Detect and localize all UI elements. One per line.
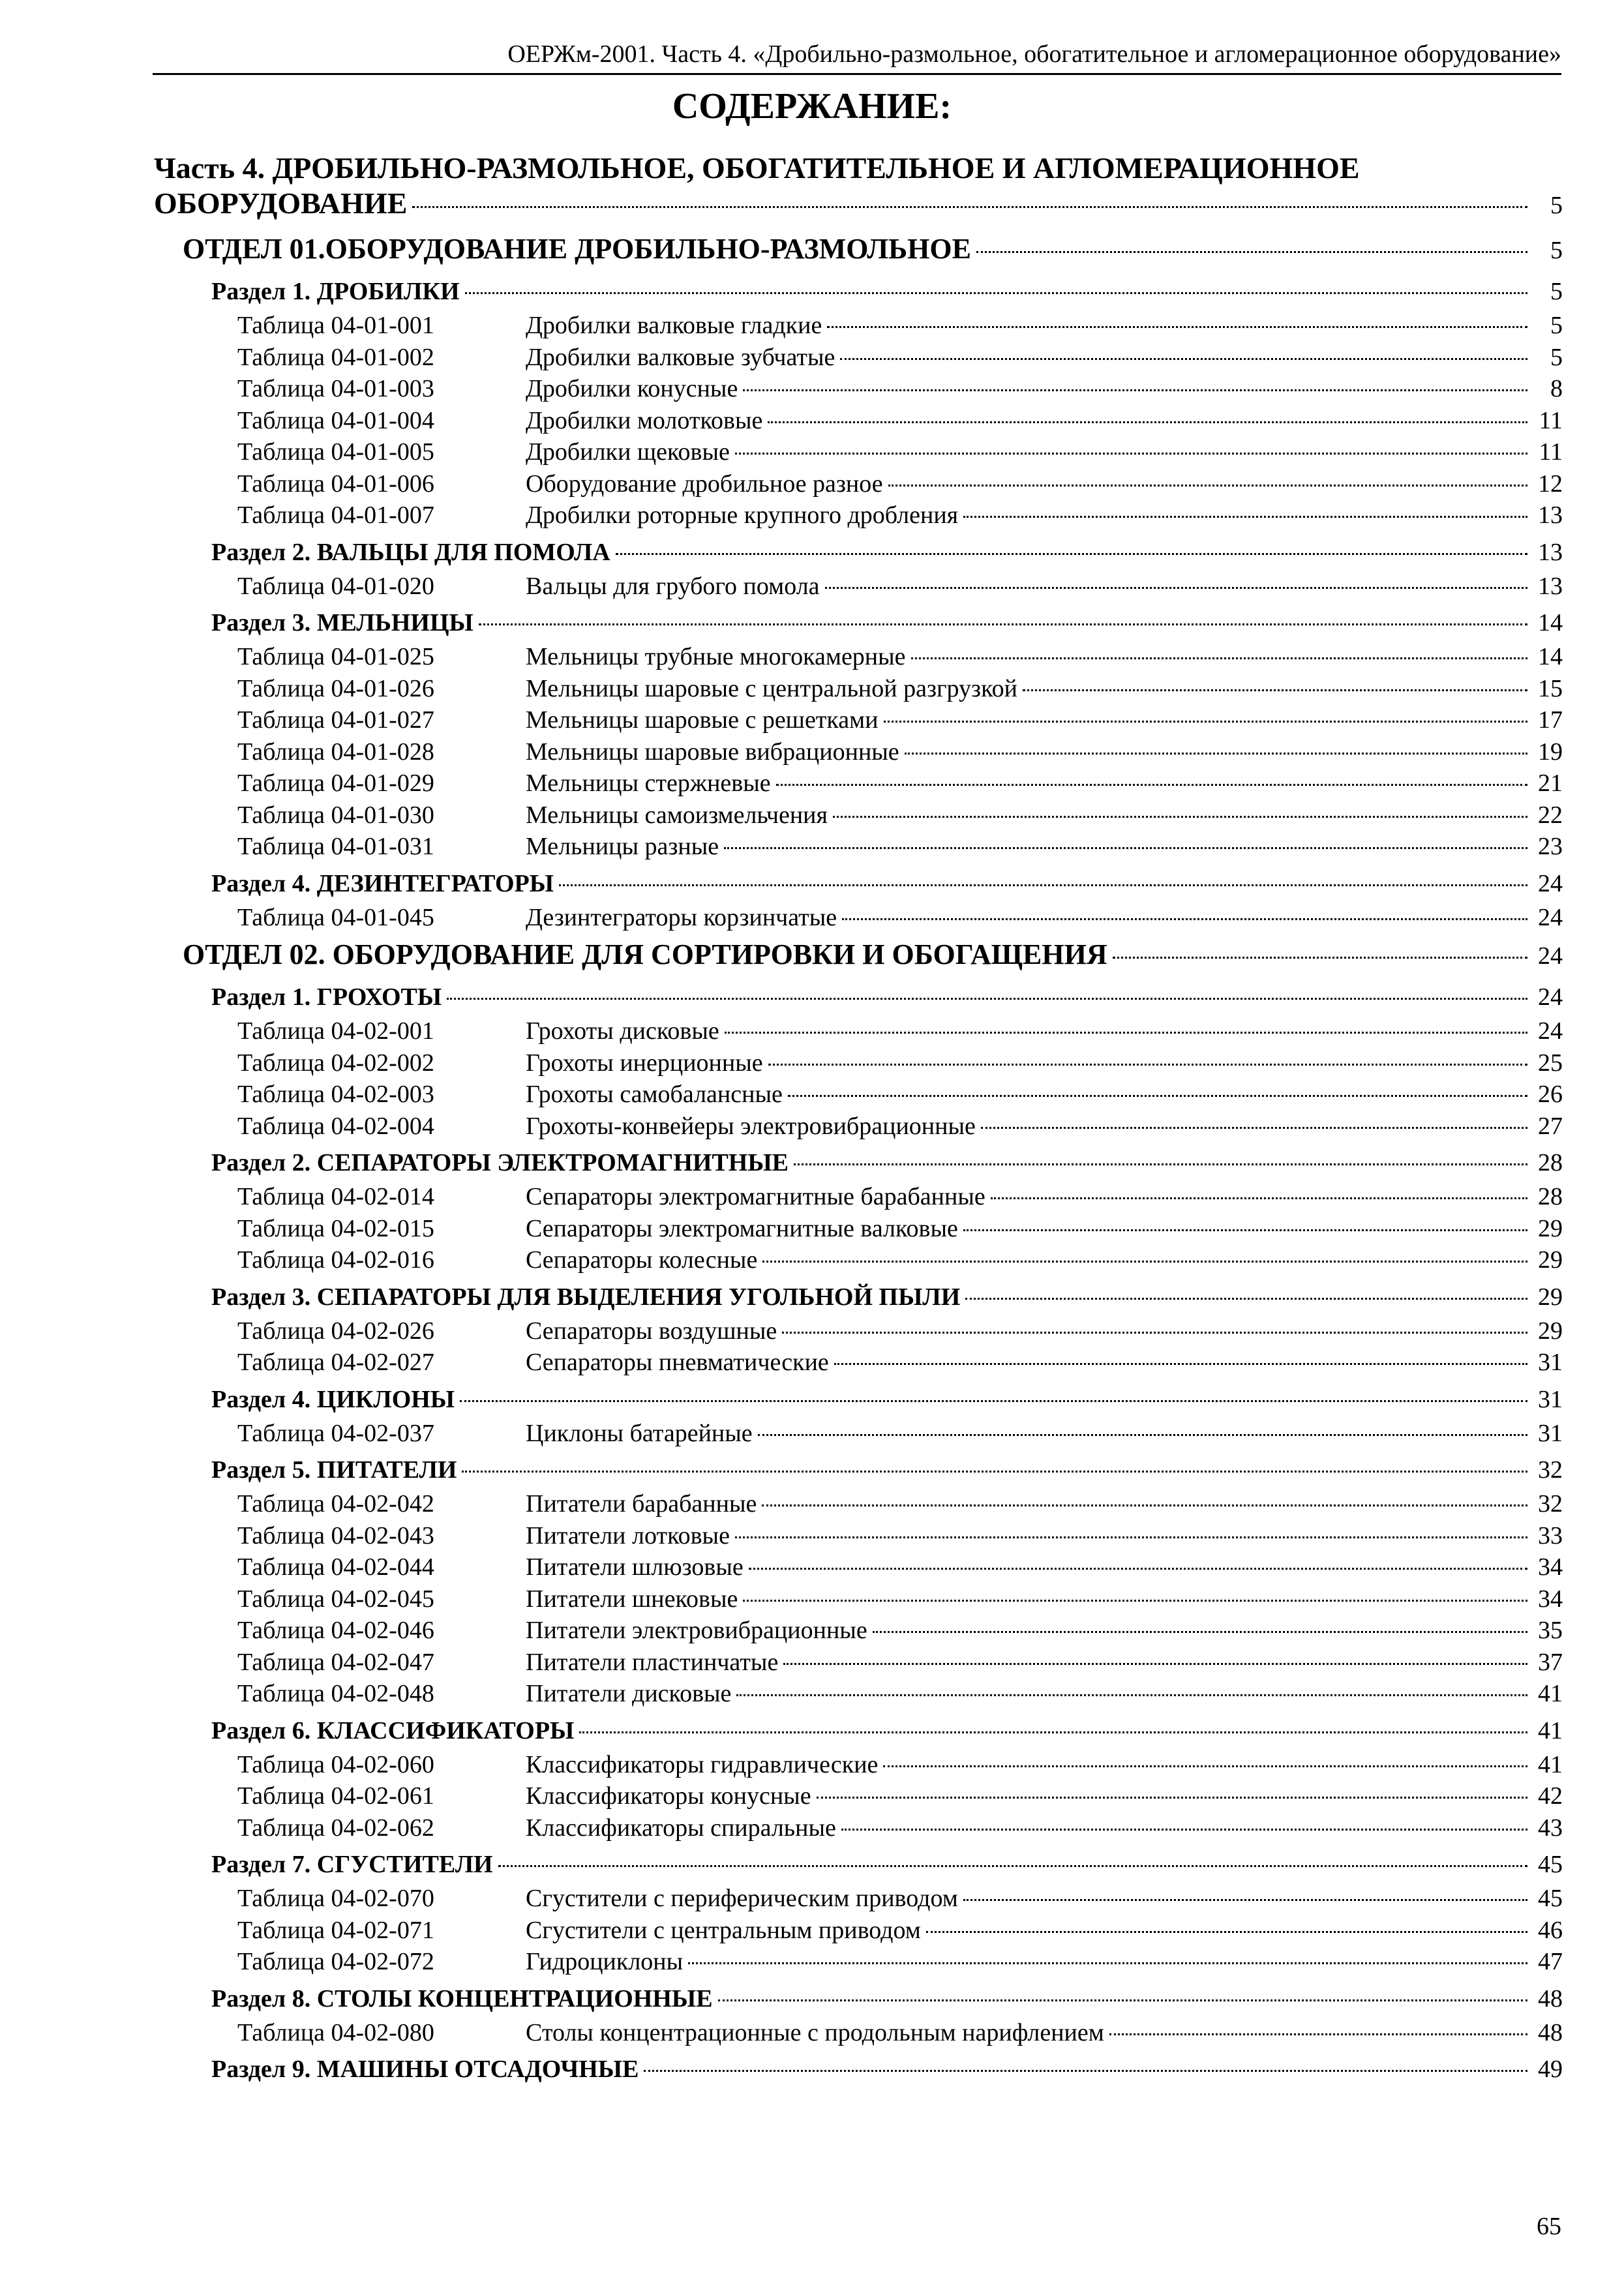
table-code: Таблица 04-01-005 <box>237 438 434 466</box>
table-code: Таблица 04-01-003 <box>237 375 434 402</box>
toc-part-entry-line2[interactable] <box>154 185 1563 224</box>
toc-table-entry[interactable] <box>154 310 1563 342</box>
toc-page-number: 45 <box>1538 1885 1563 1912</box>
toc-entry-title: Мельницы шаровые с решетками <box>526 706 879 734</box>
toc-page-number: 21 <box>1538 770 1563 797</box>
table-code: Таблица 04-01-027 <box>237 706 434 734</box>
toc-entry-title: Дробилки роторные крупного дробления <box>526 501 959 529</box>
toc-entry-title: Раздел 4. ЦИКЛОНЫ <box>211 1385 455 1413</box>
toc-page-number: 25 <box>1538 1049 1563 1077</box>
toc-entry-title: Раздел 2. ВАЛЬЦЫ ДЛЯ ПОМОЛА <box>211 538 610 566</box>
toc-page-number: 12 <box>1538 470 1563 498</box>
toc-page-number: 8 <box>1550 375 1563 402</box>
toc-entry-title: Питатели барабанные <box>526 1490 757 1518</box>
toc-table-entry[interactable] <box>154 1583 1563 1615</box>
toc-entry-title: Раздел 4. ДЕЗИНТЕГРАТОРЫ <box>211 869 554 897</box>
page-number: 65 <box>1537 2213 1561 2240</box>
toc-table-entry[interactable] <box>154 1520 1563 1552</box>
toc-page-number: 49 <box>1538 2056 1563 2083</box>
toc-entry-title: Мельницы шаровые с центральной разгрузкой <box>526 674 1017 702</box>
toc-page-number: 13 <box>1538 572 1563 600</box>
toc-entry-title: Раздел 1. ДРОБИЛКИ <box>211 278 460 305</box>
toc-page-number: 23 <box>1538 833 1563 860</box>
toc-page-number: 41 <box>1538 1680 1563 1707</box>
table-code: Таблица 04-02-004 <box>237 1112 434 1140</box>
toc-entry-title: Дробилки щековые <box>526 438 730 466</box>
dot-leader <box>736 1694 1527 1696</box>
toc-page-number: 11 <box>1539 406 1563 434</box>
toc-part-title-line2: ОБОРУДОВАНИЕ <box>154 187 408 220</box>
toc-table-entry[interactable] <box>154 1244 1563 1276</box>
toc-entry-title: Мельницы шаровые вибрационные <box>526 738 899 766</box>
dot-leader <box>616 553 1527 555</box>
table-code: Таблица 04-02-070 <box>237 1885 434 1912</box>
toc-table-entry[interactable] <box>154 641 1563 673</box>
toc-page-number: 34 <box>1538 1553 1563 1581</box>
dot-leader <box>644 2070 1527 2072</box>
dot-leader <box>883 1765 1527 1767</box>
dot-leader <box>776 784 1527 786</box>
table-code: Таблица 04-01-020 <box>237 572 434 600</box>
table-code: Таблица 04-02-001 <box>237 1017 434 1045</box>
dot-leader <box>498 1865 1527 1867</box>
toc-table-entry[interactable] <box>154 704 1563 736</box>
page-title: СОДЕРЖАНИЕ: <box>672 86 952 127</box>
table-code: Таблица 04-02-002 <box>237 1049 434 1077</box>
table-code: Таблица 04-01-025 <box>237 643 434 670</box>
dot-leader <box>911 657 1527 659</box>
toc-section-entry[interactable] <box>154 979 1563 1015</box>
dot-leader <box>833 816 1527 818</box>
table-of-contents <box>154 151 1563 2087</box>
table-code: Таблица 04-01-030 <box>237 801 434 829</box>
toc-entry-title: Сепараторы электромагнитные барабанные <box>526 1183 985 1210</box>
table-code: Таблица 04-02-080 <box>237 2018 434 2046</box>
toc-table-entry[interactable] <box>154 1749 1563 1781</box>
dot-leader <box>926 1931 1527 1933</box>
table-code: Таблица 04-02-043 <box>237 1521 434 1549</box>
toc-entry-title: Раздел 8. СТОЛЫ КОНЦЕНТРАЦИОННЫЕ <box>211 1984 713 2012</box>
toc-table-entry[interactable] <box>154 405 1563 437</box>
table-code: Таблица 04-02-045 <box>237 1585 434 1613</box>
dot-leader <box>976 251 1527 253</box>
toc-page-number: 31 <box>1538 1349 1563 1376</box>
toc-entry-title: Раздел 3. СЕПАРАТОРЫ ДЛЯ ВЫДЕЛЕНИЯ УГОЛЬНОЙ ПЫЛИ <box>211 1283 961 1311</box>
toc-page-number: 34 <box>1538 1585 1563 1613</box>
dot-leader <box>827 326 1527 328</box>
toc-page-number: 32 <box>1538 1456 1563 1484</box>
toc-entry-title: Раздел 9. МАШИНЫ ОТСАДОЧНЫЕ <box>211 2056 639 2083</box>
toc-entry-title: ОТДЕЛ 01.ОБОРУДОВАНИЕ ДРОБИЛЬНО-РАЗМОЛЬНОЕ <box>183 233 971 265</box>
table-code: Таблица 04-02-061 <box>237 1782 434 1810</box>
dot-leader <box>479 623 1527 625</box>
table-code: Таблица 04-01-029 <box>237 770 434 797</box>
dot-leader <box>888 485 1527 486</box>
dot-leader <box>817 1797 1527 1799</box>
toc-table-entry[interactable] <box>154 902 1563 934</box>
toc-page-number: 24 <box>1538 983 1563 1011</box>
toc-department-entry[interactable] <box>154 229 1563 271</box>
table-code: Таблица 04-01-031 <box>237 833 434 860</box>
toc-page-number: 14 <box>1538 609 1563 636</box>
toc-section-entry[interactable] <box>154 1381 1563 1418</box>
toc-page-number: 14 <box>1538 643 1563 670</box>
toc-entry-title: Сепараторы воздушные <box>526 1317 777 1345</box>
table-code: Таблица 04-02-062 <box>237 1814 434 1842</box>
toc-entry-title: Мельницы трубные многокамерные <box>526 643 906 670</box>
toc-entry-title: Сгустители с центральным приводом <box>526 1916 921 1944</box>
table-code: Таблица 04-02-037 <box>237 1419 434 1447</box>
dot-leader <box>762 1504 1527 1506</box>
toc-table-entry[interactable] <box>154 1678 1563 1710</box>
table-code: Таблица 04-02-046 <box>237 1617 434 1644</box>
dot-leader <box>724 847 1527 849</box>
dot-leader <box>963 1229 1527 1231</box>
toc-section-entry[interactable] <box>154 1144 1563 1181</box>
table-code: Таблица 04-01-001 <box>237 312 434 339</box>
toc-page-number: 37 <box>1538 1648 1563 1676</box>
table-code: Таблица 04-01-004 <box>237 406 434 434</box>
table-code: Таблица 04-01-007 <box>237 501 434 529</box>
toc-page-number: 32 <box>1538 1490 1563 1518</box>
toc-table-entry[interactable] <box>154 1915 1563 1947</box>
dot-leader <box>465 292 1527 294</box>
dot-leader <box>840 358 1527 360</box>
toc-entry-title: Мельницы стержневые <box>526 770 771 797</box>
table-code: Таблица 04-02-003 <box>237 1081 434 1108</box>
toc-page-number: 43 <box>1538 1814 1563 1842</box>
toc-entry-title: Раздел 3. МЕЛЬНИЦЫ <box>211 609 474 636</box>
toc-page-number: 27 <box>1538 1112 1563 1140</box>
toc-entry-title: Питатели шлюзовые <box>526 1553 744 1581</box>
dot-leader <box>725 1032 1527 1034</box>
toc-page-number: 47 <box>1538 1948 1563 1975</box>
dot-leader <box>963 1899 1527 1901</box>
toc-page-number: 41 <box>1538 1750 1563 1778</box>
dot-leader <box>462 1471 1527 1473</box>
toc-table-entry[interactable] <box>154 1181 1563 1213</box>
dot-leader <box>559 884 1527 886</box>
table-code: Таблица 04-02-027 <box>237 1349 434 1376</box>
dot-leader <box>991 1197 1527 1199</box>
toc-entry-title: Раздел 5. ПИТАТЕЛИ <box>211 1456 457 1484</box>
toc-entry-title: Дезинтеграторы корзинчатые <box>526 903 837 931</box>
toc-table-entry[interactable] <box>154 571 1563 603</box>
toc-page-number: 31 <box>1538 1419 1563 1447</box>
toc-page-number: 26 <box>1538 1081 1563 1108</box>
dot-leader <box>1023 689 1527 691</box>
toc-entry-title: Грохоты-конвейеры электровибрационные <box>526 1112 976 1140</box>
toc-page-number: 24 <box>1538 1017 1563 1045</box>
dot-leader <box>981 1127 1527 1129</box>
toc-entry-title: Циклоны батарейные <box>526 1419 753 1447</box>
toc-page-number: 13 <box>1538 501 1563 529</box>
toc-section-entry[interactable] <box>154 2051 1563 2087</box>
toc-table-entry[interactable] <box>154 1946 1563 1978</box>
dot-leader <box>749 1568 1527 1570</box>
toc-part-entry[interactable] <box>154 151 1563 185</box>
toc-entry-title: Питатели лотковые <box>526 1521 730 1549</box>
toc-section-entry[interactable] <box>154 865 1563 902</box>
toc-section-entry[interactable] <box>154 1713 1563 1749</box>
toc-table-entry[interactable] <box>154 673 1563 705</box>
toc-entry-title: Питатели дисковые <box>526 1680 732 1707</box>
toc-table-entry[interactable] <box>154 1015 1563 1047</box>
dot-leader <box>768 1064 1527 1066</box>
toc-section-entry[interactable] <box>154 1981 1563 2017</box>
table-code: Таблица 04-01-045 <box>237 903 434 931</box>
toc-table-entry[interactable] <box>154 342 1563 374</box>
toc-table-entry[interactable] <box>154 1315 1563 1347</box>
toc-table-entry[interactable] <box>154 1213 1563 1245</box>
toc-entry-title: Грохоты дисковые <box>526 1017 719 1045</box>
toc-table-entry[interactable] <box>154 768 1563 800</box>
table-code: Таблица 04-01-026 <box>237 674 434 702</box>
toc-page-number: 29 <box>1538 1283 1563 1311</box>
toc-page-number: 17 <box>1538 706 1563 734</box>
toc-table-entry[interactable] <box>154 1488 1563 1520</box>
toc-page-number: 24 <box>1538 903 1563 931</box>
toc-table-entry[interactable] <box>154 1111 1563 1143</box>
toc-entry-title: ОТДЕЛ 02. ОБОРУДОВАНИЕ ДЛЯ СОРТИРОВКИ И ОБОГАЩЕНИЯ <box>183 938 1107 970</box>
toc-entry-title: Дробилки валковые зубчатые <box>526 343 835 371</box>
toc-entry-title: Классификаторы гидравлические <box>526 1750 879 1778</box>
table-code: Таблица 04-02-016 <box>237 1246 434 1274</box>
toc-page-number: 28 <box>1538 1149 1563 1176</box>
toc-entry-title: Сепараторы электромагнитные валковые <box>526 1214 958 1242</box>
dot-leader <box>1109 2033 1527 2035</box>
dot-leader <box>579 1731 1527 1733</box>
dot-leader <box>1113 957 1527 959</box>
table-code: Таблица 04-02-042 <box>237 1490 434 1518</box>
toc-table-entry[interactable] <box>154 436 1563 468</box>
toc-entry-title: Мельницы самоизмельчения <box>526 801 828 829</box>
toc-table-entry[interactable] <box>154 1551 1563 1583</box>
toc-table-entry[interactable] <box>154 1047 1563 1079</box>
toc-section-entry[interactable] <box>154 605 1563 641</box>
toc-page-number: 35 <box>1538 1617 1563 1644</box>
toc-entry-title: Классификаторы спиральные <box>526 1814 836 1842</box>
dot-leader <box>460 1400 1527 1402</box>
toc-entry-title: Сепараторы пневматические <box>526 1349 829 1376</box>
toc-page-number: 42 <box>1538 1782 1563 1810</box>
dot-leader <box>758 1434 1527 1436</box>
dot-leader <box>834 1363 1527 1365</box>
toc-table-entry[interactable] <box>154 1883 1563 1915</box>
toc-page-number: 45 <box>1538 1851 1563 1878</box>
toc-page-number: 48 <box>1538 1984 1563 2012</box>
dot-leader <box>794 1163 1527 1165</box>
toc-entry-title: Оборудование дробильное разное <box>526 470 883 498</box>
toc-page-number: 5 <box>1550 343 1563 371</box>
table-code: Таблица 04-02-044 <box>237 1553 434 1581</box>
table-code: Таблица 04-01-006 <box>237 470 434 498</box>
dot-leader <box>842 918 1527 920</box>
toc-table-entry[interactable] <box>154 800 1563 831</box>
dot-leader <box>841 1829 1527 1831</box>
table-code: Таблица 04-02-015 <box>237 1214 434 1242</box>
dot-leader <box>782 1332 1527 1334</box>
dot-leader <box>768 421 1527 423</box>
toc-entry-title: Питатели электровибрационные <box>526 1617 867 1644</box>
table-code: Таблица 04-02-072 <box>237 1948 434 1975</box>
toc-page-number: 13 <box>1538 538 1563 566</box>
toc-entry-title: Столы концентрационные с продольным нарифлением <box>526 2018 1104 2046</box>
toc-entry-title: Сепараторы колесные <box>526 1246 758 1274</box>
toc-page-number: 29 <box>1538 1214 1563 1242</box>
toc-page-number: 46 <box>1538 1916 1563 1944</box>
toc-entry-title: Питатели пластинчатые <box>526 1648 779 1676</box>
toc-page-number: 19 <box>1538 738 1563 766</box>
toc-page-number: 24 <box>1538 869 1563 897</box>
dot-leader <box>412 206 1527 208</box>
running-header: ОЕРЖм-2001. Часть 4. «Дробильно-размольное, обогатительное и агломерационное оборудование» <box>153 38 1561 75</box>
toc-section-entry[interactable] <box>154 273 1563 310</box>
table-code: Таблица 04-01-002 <box>237 343 434 371</box>
toc-table-entry[interactable] <box>154 1780 1563 1812</box>
toc-entry-title: Дробилки конусные <box>526 375 738 402</box>
toc-table-entry[interactable] <box>154 1079 1563 1111</box>
toc-entry-title: Классификаторы конусные <box>526 1782 811 1810</box>
toc-page-number: 41 <box>1538 1716 1563 1744</box>
toc-department-entry[interactable] <box>154 935 1563 976</box>
toc-page-number: 5 <box>1550 312 1563 339</box>
table-code: Таблица 04-02-060 <box>237 1750 434 1778</box>
toc-page-number: 24 <box>1538 942 1563 970</box>
toc-page-number: 29 <box>1538 1246 1563 1274</box>
toc-table-entry[interactable] <box>154 2017 1563 2049</box>
toc-page-number: 28 <box>1538 1183 1563 1210</box>
toc-entry-title: Дробилки молотковые <box>526 406 763 434</box>
toc-page-number: 22 <box>1538 801 1563 829</box>
dot-leader <box>783 1663 1527 1665</box>
table-code: Таблица 04-02-014 <box>237 1183 434 1210</box>
toc-table-entry[interactable] <box>154 1647 1563 1679</box>
table-code: Таблица 04-02-026 <box>237 1317 434 1345</box>
toc-entry-title: Сгустители с периферическим приводом <box>526 1885 958 1912</box>
dot-leader <box>825 587 1527 589</box>
toc-section-entry[interactable] <box>154 534 1563 571</box>
dot-leader <box>788 1095 1527 1097</box>
toc-table-entry[interactable] <box>154 736 1563 768</box>
toc-entry-title: Раздел 7. СГУСТИТЕЛИ <box>211 1851 493 1878</box>
dot-leader <box>447 998 1527 1000</box>
toc-entry-title: Вальцы для грубого помола <box>526 572 820 600</box>
toc-table-entry[interactable] <box>154 831 1563 863</box>
toc-section-entry[interactable] <box>154 1846 1563 1883</box>
toc-section-entry[interactable] <box>154 1279 1563 1315</box>
dot-leader <box>873 1631 1527 1633</box>
toc-table-entry[interactable] <box>154 1347 1563 1379</box>
dot-leader <box>884 721 1527 723</box>
toc-section-entry[interactable] <box>154 1452 1563 1488</box>
toc-entry-title: Грохоты самобалансные <box>526 1081 783 1108</box>
table-code: Таблица 04-02-047 <box>237 1648 434 1676</box>
toc-entry-title: Раздел 6. КЛАССИФИКАТОРЫ <box>211 1716 575 1744</box>
toc-page-number: 29 <box>1538 1317 1563 1345</box>
toc-page-number: 33 <box>1538 1521 1563 1549</box>
dot-leader <box>735 453 1527 455</box>
table-code: Таблица 04-02-048 <box>237 1680 434 1707</box>
dot-leader <box>963 516 1527 518</box>
toc-entry-title: Мельницы разные <box>526 833 719 860</box>
table-code: Таблица 04-02-071 <box>237 1916 434 1944</box>
dot-leader <box>718 1999 1527 2001</box>
toc-page-number: 15 <box>1538 674 1563 702</box>
toc-table-entry[interactable] <box>154 500 1563 531</box>
toc-table-entry[interactable] <box>154 1615 1563 1647</box>
dot-leader <box>688 1962 1527 1964</box>
toc-entry-title: Питатели шнековые <box>526 1585 738 1613</box>
toc-table-entry[interactable] <box>154 373 1563 405</box>
dot-leader <box>905 753 1527 755</box>
toc-page-number: 5 <box>1550 192 1563 219</box>
toc-part-title-line1: Часть 4. ДРОБИЛЬНО-РАЗМОЛЬНОЕ, ОБОГАТИТЕЛЬНОЕ И АГЛОМЕРАЦИОННОЕ <box>154 151 1360 185</box>
toc-entry-title: Гидроциклоны <box>526 1948 684 1975</box>
toc-table-entry[interactable] <box>154 468 1563 500</box>
dot-leader <box>743 389 1527 391</box>
toc-page-number: 5 <box>1550 237 1563 264</box>
toc-table-entry[interactable] <box>154 1812 1563 1844</box>
dot-leader <box>965 1298 1527 1300</box>
dot-leader <box>762 1261 1527 1263</box>
toc-entry-title: Грохоты инерционные <box>526 1049 763 1077</box>
toc-entry-title: Раздел 1. ГРОХОТЫ <box>211 983 442 1011</box>
toc-table-entry[interactable] <box>154 1418 1563 1450</box>
toc-page-number: 48 <box>1538 2018 1563 2046</box>
toc-page-number: 5 <box>1550 278 1563 305</box>
dot-leader <box>743 1600 1527 1602</box>
table-code: Таблица 04-01-028 <box>237 738 434 766</box>
toc-entry-title: Дробилки валковые гладкие <box>526 312 822 339</box>
toc-page-number: 31 <box>1538 1385 1563 1413</box>
dot-leader <box>735 1536 1527 1538</box>
toc-page-number: 11 <box>1539 438 1563 466</box>
toc-entry-title: Раздел 2. СЕПАРАТОРЫ ЭЛЕКТРОМАГНИТНЫЕ <box>211 1149 789 1176</box>
